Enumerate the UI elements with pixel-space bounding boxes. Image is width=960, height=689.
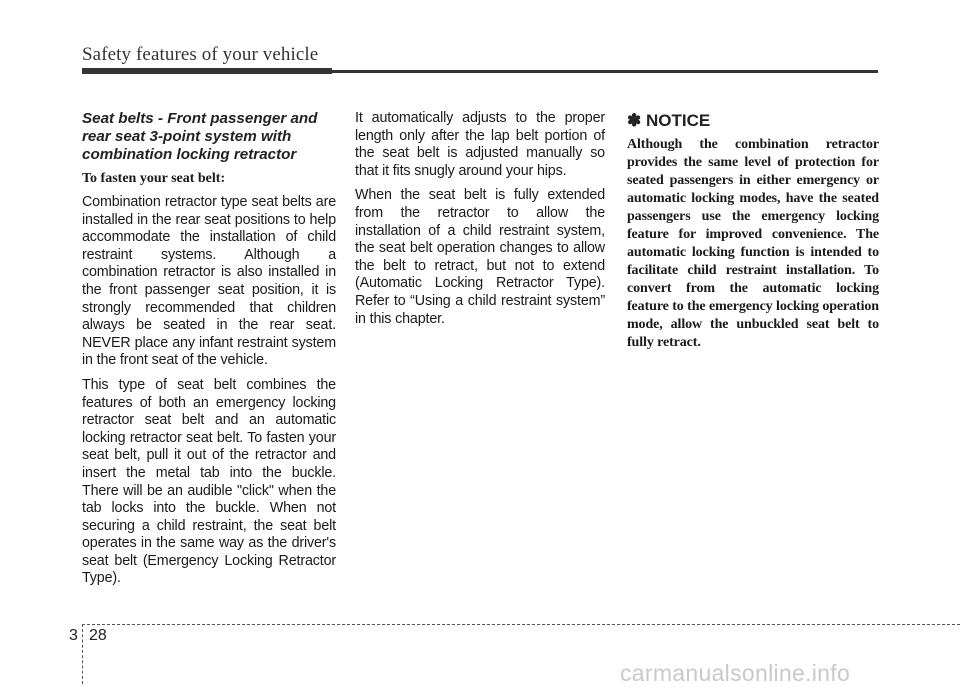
notice-box [627,110,879,352]
lead-text: To fasten your seat belt: [82,171,226,186]
notice-title: ✽ NOTICE [627,111,711,130]
paragraph: When the seat belt is fully extended from the retractor to allow the installation of a child restraint system, the seat belt operation changes to allow the belt to retract, but not to extend (Automatic Locking Retractor Type). Refer to “Using a child restraint system” in this chapter. [355,187,605,327]
column-middle [355,110,605,335]
paragraph: Combination retractor type seat belts are installed in the rear seat positions to help accommodate the installation of child restraint systems. Although a combination retractor is also installed in the front passenger seat position, it is strongly recommended that children always be seated in the rear seat. NEVER place any infant restraint system in the front seat of the vehicle. [82,194,336,369]
subheading: Seat belts - Front passenger and rear seat 3-point system with combination locking retractor [82,110,318,163]
column-left [82,110,336,595]
paragraph: It automatically adjusts to the proper length only after the lap belt portion of the seat belt is adjusted manually so that it fits snugly around your hips. [355,110,605,179]
paragraph: This type of seat belt combines the features of both an emergency locking retractor seat belt and an automatic locking retractor seat belt. To fasten your seat belt, pull it out of the retractor and insert the metal tab into the buckle. There will be an audible "click" when the tab locks into the buckle. When not securing a child restraint, the seat belt operates in the same way as the driver's seat belt (Emergency Locking Retractor Type). [82,376,336,587]
section-title: Safety features of your vehicle [82,44,319,65]
header-rule-accent [82,68,332,74]
page-number: 28 [89,627,107,644]
watermark: carmanualsonline.info [620,660,851,686]
footer-vertical-rule [82,624,83,684]
notice-text: Although the combination retractor provides the same level of protection for seated passengers in either emergency or automatic locking modes, have the seated passengers use the emergency locking feature for improved convenience. The automatic locking function is intended to facilitate child restraint installation. To convert from the automatic locking feature to the emergency locking operation mode, allow the unbuckled seat belt to fully retract. [627,137,879,350]
footer-rule [82,624,960,625]
chapter-number: 3 [69,627,78,644]
